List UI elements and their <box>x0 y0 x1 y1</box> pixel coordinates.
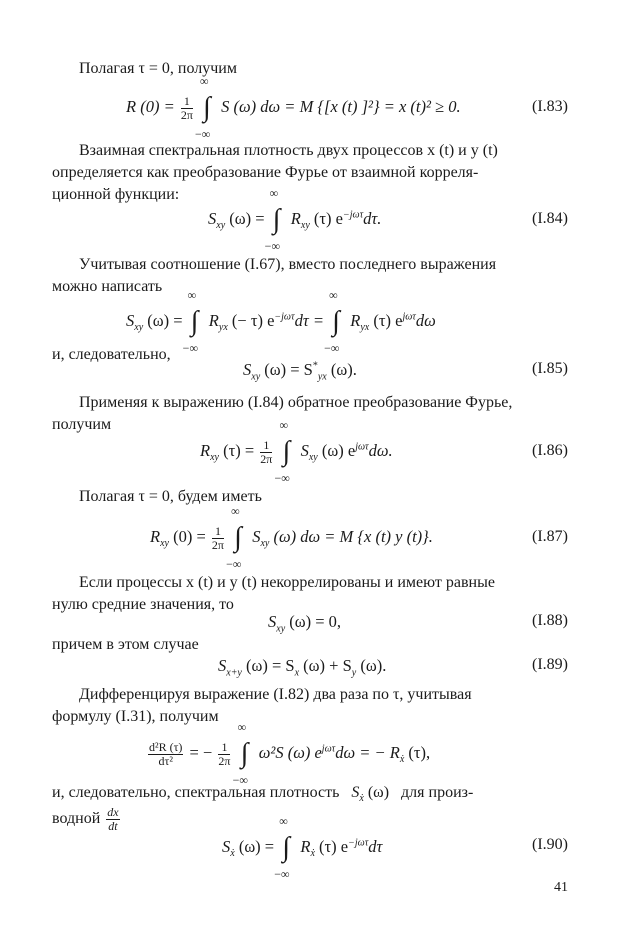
equation-1-84: $S_{xy}$ (ω) = ∞ ∫ −∞ $R_{xy}$ (τ) $e^{-j\omega\tau}d\tau$. <box>208 186 382 253</box>
paragraph-9-line-1: Дифференцируя выражение (I.82) два раза по τ, учитывая <box>79 686 472 703</box>
integral-sign: ∞ ∫ −∞ <box>274 814 290 881</box>
integral-sign: ∞ ∫ −∞ <box>226 504 242 571</box>
paragraph-6: Полагая τ = 0, будем иметь <box>79 488 262 505</box>
equation-1-88: $S_{xy}$ (ω) = 0, <box>268 612 342 635</box>
equation-derivative: $\frac{\text{d²R (τ)}}{\text{dτ²}}$ = − $\frac{1}{2\pi}$ ∞ ∫ −∞ ω²S (ω) $e^{j\omega\tau}d\omega$ = − $R_ẋ$ (τ), <box>149 720 431 787</box>
integral-sign: ∞ ∫ −∞ <box>232 720 249 787</box>
equation-number-1-84: (I.84) <box>532 210 568 227</box>
equation-number-1-85: (I.85) <box>532 360 568 377</box>
equation-1-87: $R_{xy}$ (0) = $\frac{1}{2\pi}$ ∞ ∫ −∞ $S_{xy}$ (ω) dω = M {x (t) y (t)}. <box>150 504 433 571</box>
paragraph-7-line-1: Если процессы x (t) и y (t) некоррелированы и имеют равные <box>79 574 495 591</box>
equation-number-1-89: (I.89) <box>532 656 568 673</box>
equation-number-1-87: (I.87) <box>532 528 568 545</box>
paragraph-2-line-3: ционной функции: <box>52 186 180 203</box>
paragraph-4: и, следовательно, <box>52 346 171 363</box>
paragraph-8: причем в этом случае <box>52 636 199 653</box>
integral-sign: ∞ ∫ −∞ <box>182 288 199 355</box>
integral-sign: ∞ ∫ −∞ <box>324 288 340 355</box>
integral-sign: ∞ ∫ −∞ <box>274 418 291 485</box>
equation-1-85: $S_{xy}$ $(\omega) = S^*_{yx}$ (ω). <box>243 360 357 383</box>
equation-number-1-90: (I.90) <box>532 836 568 853</box>
paragraph-3-line-1: Учитывая соотношение (I.67), вместо последнего выражения <box>79 256 497 273</box>
paragraph-10-line-2: водной $\frac{dx}{dt}$ <box>52 805 119 833</box>
page-number: 41 <box>554 880 568 895</box>
integral-sign: ∞ ∫ −∞ <box>195 74 211 141</box>
paragraph-9-line-2: формулу (I.31), получим <box>52 708 219 725</box>
paragraph-5-line-2: получим <box>52 416 112 433</box>
paragraph-2-line-1: Взаимная спектральная плотность двух процессов x (t) и y (t) <box>79 142 498 159</box>
equation-1-83: R (0) = $\frac{1}{2\pi}$ ∞ ∫ −∞ S (ω) dω = M {[x (t) ]²} = x (t)² ≥ 0. <box>126 74 461 141</box>
paragraph-5-line-1: Применяя к выражению (I.84) обратное преобразование Фурье, <box>79 394 513 411</box>
integral-sign: ∞ ∫ −∞ <box>264 186 281 253</box>
equation-number-1-88: (I.88) <box>532 612 568 629</box>
equation-1-90: $S_ẋ$ (ω) = ∞ ∫ −∞ $R_ẋ$ (τ) $e^{-j\omega\tau}d\tau$ <box>222 814 383 881</box>
paragraph-3-line-2: можно написать <box>52 278 163 295</box>
equation-number-1-86: (I.86) <box>532 442 568 459</box>
equation-1-84-rewritten: $S_{xy}$ (ω) = ∞ ∫ −∞ $R_{yx}$ (− τ) $e^{-j\omega\tau}d\tau$ = ∞ ∫ −∞ $R_{yx}$ (τ) $e^{j\omega\tau}d\omega$ <box>126 288 436 355</box>
paragraph-1: Полагая τ = 0, получим <box>79 60 237 77</box>
equation-number-1-83: (I.83) <box>532 98 568 115</box>
equation-1-86: $R_{xy}$ (τ) = $\frac{1}{2\pi}$ ∞ ∫ −∞ $S_{xy}$ (ω) $e^{j\omega\tau}d\omega$. <box>200 418 393 485</box>
equation-1-89: $S_{x+y}$ $(\omega) = S_x$ $(\omega) + S_y$ (ω). <box>218 656 387 679</box>
paragraph-2-line-2: определяется как преобразование Фурье от взаимной корреля- <box>52 164 479 181</box>
paragraph-7-line-2: нулю средние значения, то <box>52 596 234 613</box>
paragraph-10-line-1: и, следовательно, спектральная плотность $S_ẋ$ (ω) для произ- <box>52 784 474 805</box>
